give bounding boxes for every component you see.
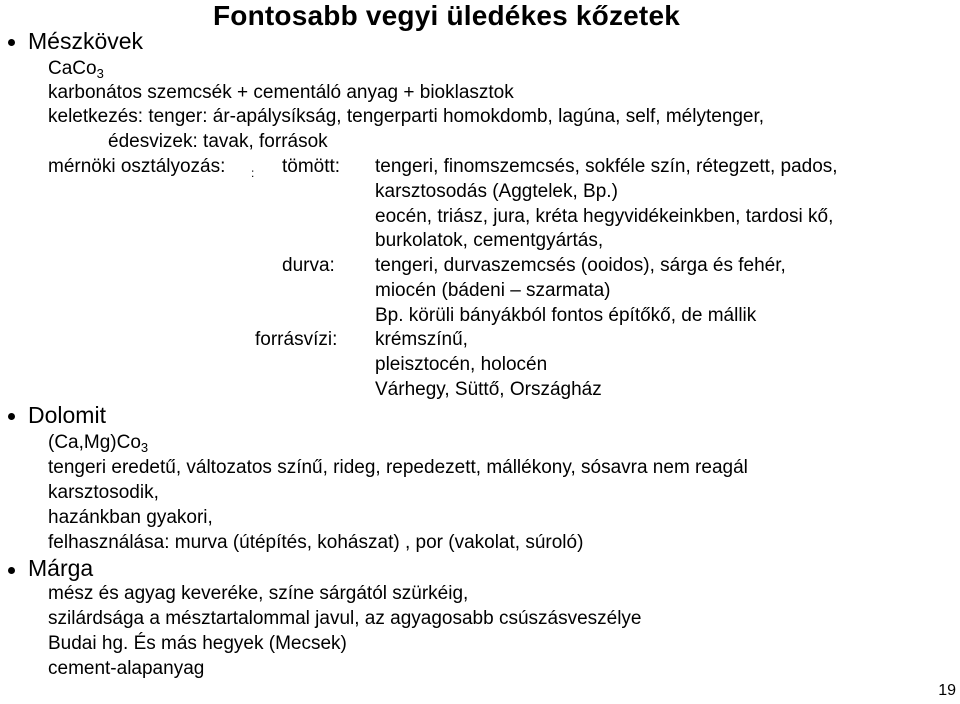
text-line: karsztosodik, (48, 482, 159, 503)
bullet-meszkovek (8, 39, 15, 46)
text-line: felhasználása: murva (útépítés, kohászat) , por (vakolat, súroló) (48, 532, 584, 553)
text-line: Budai hg. És más hegyek (Mecsek) (48, 633, 347, 654)
text-line: hazánkban gyakori, (48, 507, 213, 528)
text-line: miocén (bádeni – szarmata) (375, 280, 611, 301)
heading-dolomit: Dolomit (28, 402, 106, 428)
text-line: eocén, triász, jura, kréta hegyvidékeinkben, tardosi kő, (375, 206, 834, 227)
text-line: karbonátos szemcsék + cementáló anyag + bioklasztok (48, 82, 514, 103)
heading-marga: Márga (28, 555, 94, 581)
slide-title: Fontosabb vegyi üledékes kőzetek (213, 0, 680, 31)
text-line: szilárdsága a mésztartalommal javul, az agyagosabb csúszásveszélye (48, 608, 642, 629)
bullet-dolomit (8, 413, 15, 420)
text-line: krémszínű, (375, 329, 468, 350)
bullet-marga (8, 567, 15, 574)
page-number: 19 (938, 682, 956, 699)
formula-caco3: CaCo$_3$ (48, 58, 104, 81)
text-line: édesvizek: tavak, források (108, 131, 328, 152)
text-line: cement-alapanyag (48, 658, 205, 679)
text-line: pleisztocén, holocén (375, 354, 548, 375)
text-line: tengeri, durvaszemcsés (ooidos), sárga és fehér, (375, 255, 786, 276)
text-line: mész és agyag keveréke, színe sárgától szürkéig, (48, 583, 469, 604)
label-forrasvizi: forrásvízi: (255, 329, 338, 350)
text-line: tengeri eredetű, változatos színű, rideg, repedezett, mállékony, sósavra nem reagál (48, 457, 748, 478)
formula-camgco3: $(Ca,Mg)Co_3$ (48, 432, 149, 455)
text-line: Várhegy, Süttő, Országház (375, 379, 602, 400)
classification-mark: : (251, 166, 255, 180)
label-tomott: tömött: (282, 156, 341, 177)
text-line: karsztosodás (Aggtelek, Bp.) (375, 181, 618, 202)
text-line: Bp. körüli bányákból fontos építőkő, de mállik (375, 305, 757, 326)
label-durva: durva: (282, 255, 335, 276)
classification-label: mérnöki osztályozás: (48, 156, 226, 177)
text-line: burkolatok, cementgyártás, (375, 230, 604, 251)
text-line: keletkezés: tenger: ár-apálysíkság, tengerparti homokdomb, lagúna, self, mélytenger, (48, 106, 765, 127)
heading-meszkovek: Mészkövek (28, 28, 144, 54)
text-line: tengeri, finomszemcsés, sokféle szín, rétegzett, pados, (375, 156, 838, 177)
